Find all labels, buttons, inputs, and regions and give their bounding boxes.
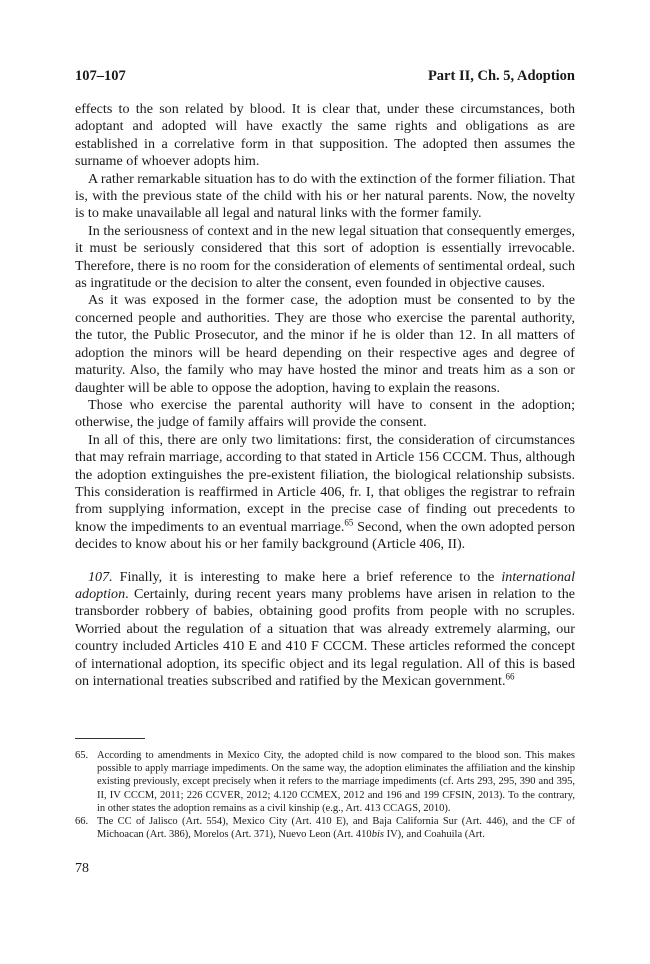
header-chapter-title: Part II, Ch. 5, Adoption xyxy=(427,68,575,84)
paragraph-text: In all of this, there are only two limitations: first, the consideration of circumstances that may refrain marriage, according to that stated in Article 156 CCCM. Thus, although the adoption extinguishes the pre-existent filiation, the biological relationship subsists. This consideration is reaffirmed in Article 406, fr. I, that obliges the registrar to refrain from supplying information, except in the precise case of finding out precedents to know the impediments to an eventual marriage. xyxy=(75,431,575,535)
footnote-text-part: IV), and Coahuila (Art. xyxy=(383,829,485,841)
header-paragraph-range: 107–107 xyxy=(75,68,126,84)
paragraph-text: Finally, it is interesting to make here a brief reference to the xyxy=(112,568,502,585)
footnote-number: 65. xyxy=(75,750,89,761)
footnote-text: According to amendments in Mexico City, the adopted child is now compared to the blood son. This makes possible to apply marriage impediments. On the same way, the adoption eliminates the affiliation and the kinship existing previously, except precisely when it refers to the marriage impediments (cf. Arts 293, 295, 390 and 395, II, IV CCCM, 2011; 226 CCVER, 2012; 4.120 CCMEX, 2012 and 196 and 199 CFSIN, 2013). To the contrary, in other states the adoption remains as a civil kinship (e.g., Art. 413 CCAGS, 2010). xyxy=(97,750,575,814)
section-paragraph-107 xyxy=(75,569,575,691)
paragraph: Those who exercise the parental authority will have to consent in the adoption; otherwise, the judge of family affairs will provide the consent. xyxy=(75,396,575,431)
footnote-65 xyxy=(75,749,575,815)
paragraph-text: Second, when the own adopted person decides to know about his or her family background (Article 406, II). xyxy=(75,518,576,553)
paragraph: As it was exposed in the former case, the adoption must be consented to by the concerned people and authorities. They are those who exercise the parental authority, the tutor, the Public Prosecutor, and the minor if he is older than 12. In all matters of adoption the minors will be heard depending on their respective ages and degree of maturity. Also, the family who may have hosted the minor and treats him as a son or daughter will be able to oppose the adoption, having to explain the reasons. xyxy=(75,292,575,396)
footnotes xyxy=(75,749,575,841)
footnote-emphasis: bis xyxy=(371,829,384,841)
paragraph xyxy=(75,432,575,554)
emphasis-term: international adoption xyxy=(75,568,575,602)
section-number: 107. xyxy=(88,568,113,585)
main-text xyxy=(75,101,575,690)
footnote-ref-65[interactable]: 65 xyxy=(344,517,354,528)
paragraph-text: . Certainly, during recent years many problems have arisen in relation to the transborder robbery of babies, obtaining good profits from people with no scruples. Worried about the regulation of a situation that was already extremely alarming, our country included Articles 410 E and 410 F CCCM. These articles reformed the concept of international adoption, its specific object and its legal regulation. All of this is based on international treaties subscribed and ratified by the Mexican government. xyxy=(75,585,575,689)
footnote-ref-66[interactable]: 66 xyxy=(505,671,515,682)
footnote-text-part: The CC of Jalisco (Art. 554), Mexico City (Art. 410 E), and Baja California Sur (Art. 446), and the CF of Michoacan (Art. 386), Morelos (Art. 371), Nuevo Leon (Art. 410 xyxy=(97,816,575,841)
running-header xyxy=(75,68,575,85)
footnote-66 xyxy=(75,815,575,841)
page-number: 78 xyxy=(75,861,89,876)
paragraph: effects to the son related by blood. It is clear that, under these circumstances, both adoptant and adopted will have exactly the same rights and obligations as are established in a correlative form in that supposition. The adopted then assumes the surname of whoever adopts him. xyxy=(75,101,575,170)
paragraph: A rather remarkable situation has to do with the extinction of the former filiation. That is, with the previous state of the child with his or her natural parents. Now, the novelty is to make unavailable all legal and natural links with the former family. xyxy=(75,170,576,222)
footnote-divider xyxy=(75,738,145,739)
paragraph: In the seriousness of context and in the new legal situation that consequently emerges, it must be seriously considered that this sort of adoption is essentially irrevocable. Therefore, there is no room for the consideration of elements of sentimental ordeal, such as ingratitude or the decision to alter the consent, even founded in objective causes. xyxy=(75,222,575,292)
footnote-number: 66. xyxy=(75,816,89,828)
footnote-text xyxy=(97,815,575,841)
